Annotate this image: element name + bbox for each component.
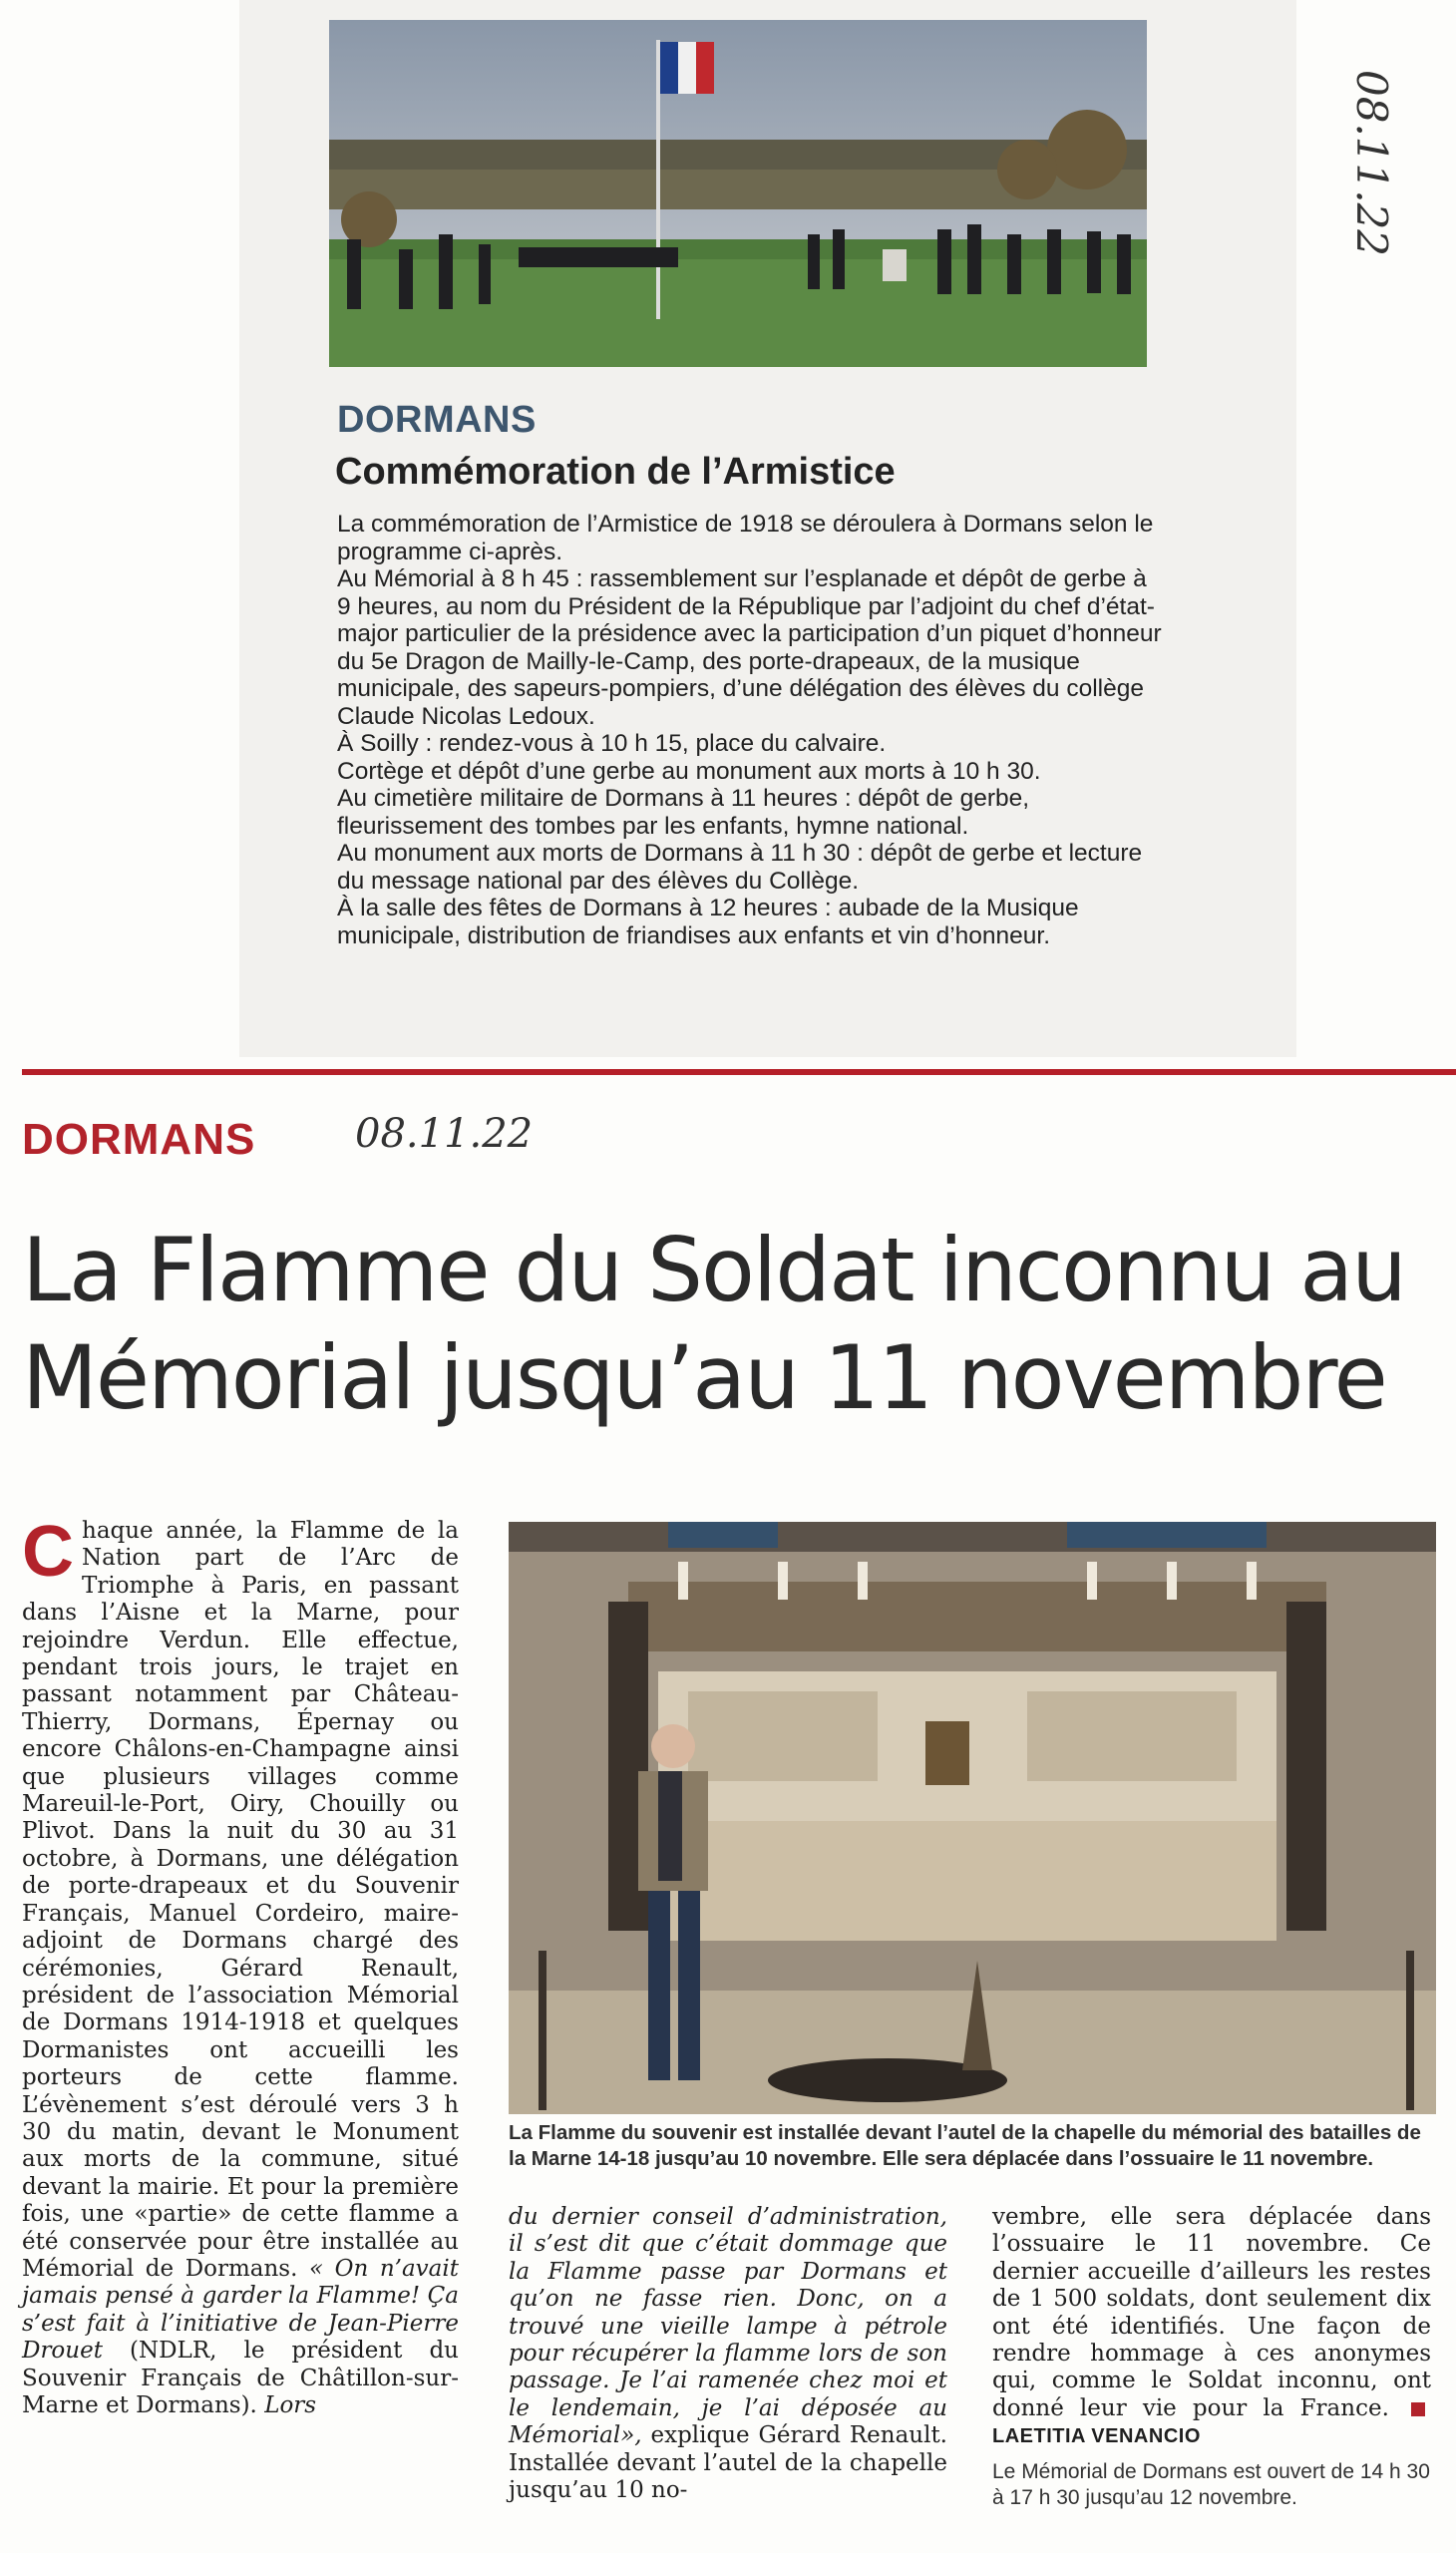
paragraph: Au Mémorial à 8 h 45 : rassemblement sur l’esplanade et dépôt de gerbe à 9 heures, au nom du Président de la République par l’adjoint du chef d’état-major particulier de la présidence avec la participation d’un piquet d’honneur du 5e Dragon de Mailly-le-Camp, des porte-drapeaux, de la musique municipale, des sapeurs-pompiers, d’une délégation des élèves du collège Claude Nicolas Ledoux.	[337, 565, 1162, 730]
paragraph: La commémoration de l’Armistice de 1918 se déroulera à Dormans selon le programme ci-après.	[337, 511, 1154, 565]
headline: La Flamme du Soldat inconnu au Mémorial jusqu’au 11 novembre	[22, 1219, 1405, 1429]
byline-square-icon	[1411, 2402, 1425, 2416]
paragraph: Cortège et dépôt d’une gerbe au monument aux morts à 10 h 30.	[337, 757, 1041, 785]
photo-caption: La Flamme du souvenir est installée devant l’autel de la chapelle du mémorial des batailles de la Marne 14-18 jusqu’au 10 novembre. Elle sera déplacée dans l’ossuaire le 11 novembre.	[509, 2121, 1421, 2170]
article-column-3	[992, 2204, 1431, 2511]
paragraph: À Soilly : rendez-vous à 10 h 15, place du calvaire.	[337, 730, 887, 757]
info-box: Le Mémorial de Dormans est ouvert de 14 h 30 à 17 h 30 jusqu’au 12 novembre.	[992, 2459, 1430, 2509]
paragraph: À la salle des fêtes de Dormans à 12 heures : aubade de la Musique municipale, distribution de friandises aux enfants et vin d’honneur.	[337, 895, 1079, 949]
article-title: Commémoration de l’Armistice	[335, 451, 896, 493]
body-text: vembre, elle sera déplacée dans l’ossuaire le 11 novembre. Ce dernier accueille d’ailleurs les restes de 1 500 soldats, dont seulement dix ont été identifiés. Une façon de rendre hommage à ces anonymes qui, comme le Soldat inconnu, ont donné leur vie pour la France.	[992, 2204, 1431, 2421]
article-column-1	[22, 1512, 459, 2419]
body-text: haque année, la Flamme de la Nation part de l’Arc de Triomphe à Paris, en passant dans l’Aisne et la Marne, pour rejoindre Verdun. Elle effectue, pendant trois jours, le trajet en passant notamment par Château-Thierry, Dormans, Épernay ou encore Châlons-en-Champagne ainsi que plusieurs villages comme Mareuil-le-Port, Oiry, Chouilly ou Plivot. Dans la nuit du 30 au 31 octobre, à Dormans, une délégation de porte-drapeaux et du Souvenir Français, Manuel Cordeiro, maire-adjoint de Dormans chargé des cérémonies, Gérard Renault, président de l’association Mémorial de Dormans 1914-1918 et quelques Dormanistes ont accueilli les porteurs de cette flamme. L’évènement s’est déroulé vers 3 h 30 du matin, devant le Monument aux morts de la commune, situé devant la mairie. Et pour la première fois, une «partie» de cette flamme a été conservée pour être installée au Mémorial de Dormans.	[22, 1518, 459, 2282]
body-text: explique Gérard Renault. Installée devant l’autel de la chapelle jusqu’au 10 no-	[509, 2422, 947, 2504]
quote-text: Lors	[264, 2392, 317, 2418]
quote-text: du dernier conseil d’administration, il s’est dit que c’était dommage que la Flamme passe par Dormans et qu’on ne fasse rien. Donc, on a trouvé une vieille lampe à pétrole pour récupérer la flamme lors de son passage. Je l’ai ramenée chez moi et le lendemain, je l’ai déposée au Mémorial»,	[509, 2204, 947, 2449]
quote-text: « On n’avait jamais pensé à garder la Flamme! Ça s’est fait à l’initiative de Jean-Pierre Drouet	[22, 2255, 459, 2365]
byline: LAETITIA VENANCIO	[992, 2425, 1201, 2448]
handwritten-date: 08.11.22	[1347, 70, 1396, 257]
article-body	[337, 511, 1165, 949]
chapel-photo	[509, 1522, 1436, 2114]
section-kicker: DORMANS	[22, 1115, 256, 1164]
clipping-top	[239, 0, 1396, 1057]
divider-rule	[22, 1069, 1456, 1075]
drop-cap: C	[22, 1512, 74, 1592]
section-kicker: DORMANS	[337, 399, 537, 441]
paragraph: Au monument aux morts de Dormans à 11 h 30 : dépôt de gerbe et lecture du message national par des élèves du Collège.	[337, 840, 1143, 895]
ceremony-photo	[329, 20, 1147, 367]
handwritten-date: 08.11.22	[355, 1111, 534, 1157]
body-text: (NDLR, le président du Souvenir Français de Châtillon-sur-Marne et Dormans).	[22, 2338, 459, 2418]
paragraph: Au cimetière militaire de Dormans à 11 heures : dépôt de gerbe, fleurissement des tombes par les enfants, hymne national.	[337, 785, 1030, 840]
article-column-2	[509, 2204, 947, 2504]
